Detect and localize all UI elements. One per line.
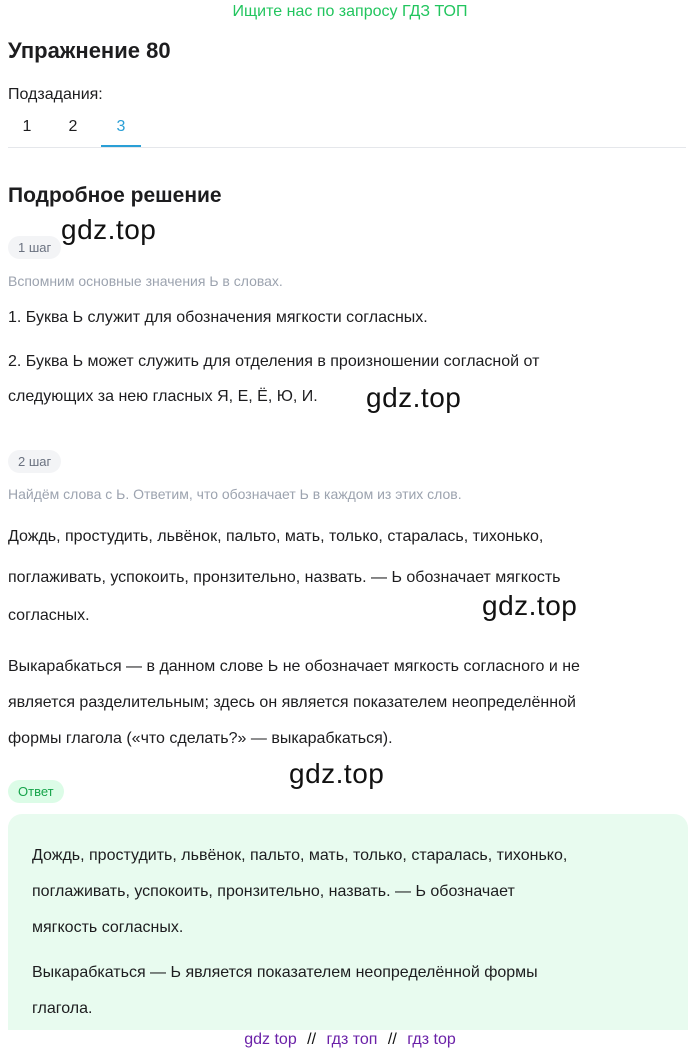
footer-separator: // (387, 1031, 397, 1048)
subtasks-label: Подзадания: (8, 86, 103, 103)
footer-link-2[interactable]: гдз топ (326, 1031, 378, 1048)
answer-line-1: Дождь, простудить, львёнок, пальто, мать, только, старалась, тихонько, (32, 847, 568, 864)
answer-line-2: поглаживать, успокоить, пронзительно, назвать. — Ь обозначает (32, 883, 515, 900)
step-1-hint: Вспомним основные значения Ь в словах. (8, 273, 283, 289)
watermark: gdz.top (61, 214, 157, 245)
tab-1[interactable]: 1 (22, 118, 32, 135)
footer-link-3[interactable]: гдз top (407, 1031, 456, 1048)
answer-line-4: Выкарабкаться — Ь является показателем неопределённой формы (32, 964, 538, 981)
watermark: gdz.top (482, 590, 578, 621)
watermark: gdz.top (366, 382, 462, 413)
answer-badge (8, 780, 64, 803)
step-1-badge (8, 236, 61, 259)
footer-separator: // (307, 1031, 317, 1048)
answer-line-5: глагола. (32, 1000, 93, 1017)
step-2-explanation-line-2: является разделительным; здесь он является показателем неопределённой (8, 694, 576, 711)
step-2-words-line-3: согласных. (8, 607, 90, 624)
answer-box (8, 814, 688, 1030)
step-1-badge-label: 1 шаг (8, 236, 61, 259)
subtask-tabs (8, 114, 686, 148)
section-title: Подробное решение (8, 184, 222, 207)
footer-link-1[interactable]: gdz top (244, 1031, 297, 1048)
active-tab-indicator (101, 145, 141, 147)
answer-line-3: мягкость согласных. (32, 919, 184, 936)
step-2-badge (8, 450, 61, 473)
footer-links (0, 1031, 700, 1049)
step-1-point-2-line-1: 2. Буква Ь может служить для отделения в произношении согласной от (8, 353, 540, 370)
step-1-point-2-line-2: следующих за нею гласных Я, Е, Ё, Ю, И. (8, 388, 318, 405)
step-2-explanation-line-3: формы глагола («что сделать?» — выкарабкаться). (8, 730, 393, 747)
tab-2[interactable]: 2 (68, 118, 78, 135)
tab-3[interactable]: 3 (116, 118, 126, 135)
step-2-hint: Найдём слова с Ь. Ответим, что обозначает Ь в каждом из этих слов. (8, 486, 462, 502)
step-2-words-line-1: Дождь, простудить, львёнок, пальто, мать, только, старалась, тихонько, (8, 528, 544, 545)
watermark: gdz.top (289, 758, 385, 789)
step-2-badge-label: 2 шаг (8, 450, 61, 473)
step-2-words-line-2: поглаживать, успокоить, пронзительно, назвать. — Ь обозначает мягкость (8, 569, 561, 586)
answer-badge-label: Ответ (8, 780, 64, 803)
top-banner: Ищите нас по запросу ГДЗ ТОП (232, 3, 468, 20)
page-title: Упражнение 80 (8, 38, 171, 63)
step-2-explanation-line-1: Выкарабкаться — в данном слове Ь не обозначает мягкость согласного и не (8, 658, 580, 675)
step-1-point-1: 1. Буква Ь служит для обозначения мягкости согласных. (8, 309, 428, 326)
